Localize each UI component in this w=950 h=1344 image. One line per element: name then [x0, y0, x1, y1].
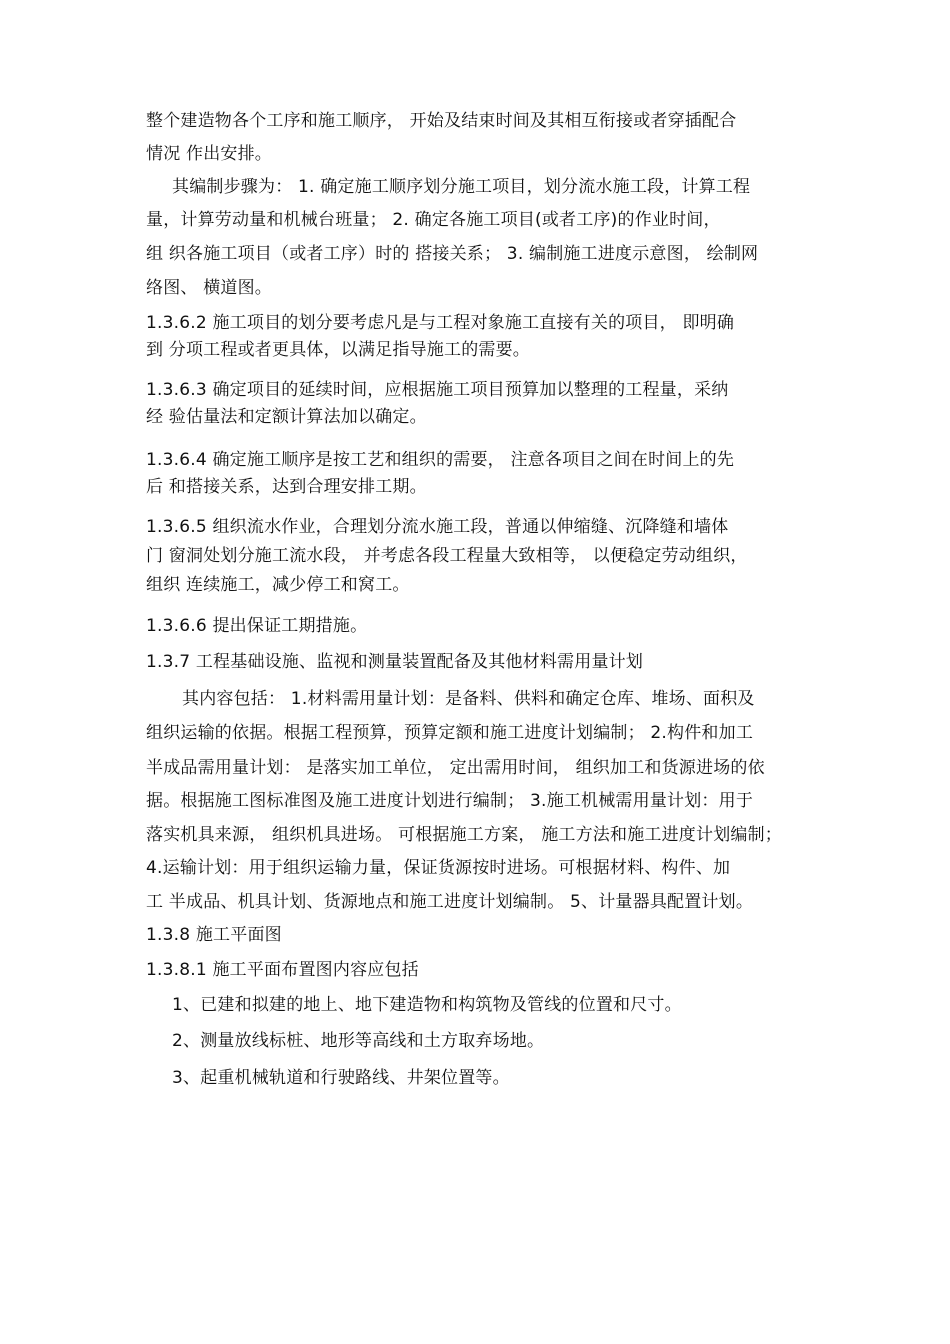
text-line: 工 半成品、机具计划、货源地点和施工进度计划编制。 5、计量器具配置计划。 [146, 892, 754, 912]
text-line: 落实机具来源， 组织机具进场。 可根据施工方案， 施工方法和施工进度计划编制； [146, 825, 783, 845]
section-heading-1-3-6-2: 1.3.6.2 施工项目的划分要考虑凡是与工程对象施工直接有关的项目， 即明确 [146, 313, 735, 333]
text-line: 半成品需用量计划： 是落实加工单位， 定出需用时间， 组织加工和货源进场的依 [146, 758, 765, 778]
text-line: 后 和搭接关系，达到合理安排工期。 [146, 477, 427, 497]
section-heading-1-3-8: 1.3.8 施工平面图 [146, 925, 282, 945]
section-heading-1-3-8-1: 1.3.8.1 施工平面布置图内容应包括 [146, 960, 419, 980]
section-heading-1-3-6-4: 1.3.6.4 确定施工顺序是按工艺和组织的需要， 注意各项目之间在时间上的先 [146, 450, 735, 470]
text-line: 其内容包括： 1.材料需用量计划：是备料、供料和确定仓库、堆场、面积及 [182, 689, 755, 709]
text-line: 4.运输计划：用于组织运输力量，保证货源按时进场。可根据材料、构件、加 [146, 858, 731, 878]
section-heading-1-3-6-5: 1.3.6.5 组织流水作业，合理划分流水施工段，普通以伸缩缝、沉降缝和墙体 [146, 517, 729, 537]
text-line: 据。根据施工图标准图及施工进度计划进行编制； 3.施工机械需用量计划：用于 [146, 791, 754, 811]
text-line: 组织运输的依据。根据工程预算，预算定额和施工进度计划编制； 2.构件和加工 [146, 723, 754, 743]
text-line: 经 验估量法和定额计算法加以确定。 [146, 407, 427, 427]
section-heading-1-3-6-3: 1.3.6.3 确定项目的延续时间，应根据施工项目预算加以整理的工程量，采纳 [146, 380, 729, 400]
text-line: 组织 连续施工，减少停工和窝工。 [146, 575, 410, 595]
text-line: 络图、 横道图。 [146, 278, 273, 298]
list-item: 2、测量放线标桩、地形等高线和土方取弃场地。 [172, 1031, 545, 1051]
section-heading-1-3-7: 1.3.7 工程基础设施、监视和测量装置配备及其他材料需用量计划 [146, 652, 644, 672]
text-line: 到 分项工程或者更具体，以满足指导施工的需要。 [146, 340, 531, 360]
text-line: 量，计算劳动量和机械台班量； 2. 确定各施工项目(或者工序)的作业时间， [146, 210, 721, 230]
text-line: 门 窗洞处划分施工流水段， 并考虑各段工程量大致相等， 以便稳定劳动组织， [146, 546, 748, 566]
list-item: 1、已建和拟建的地上、地下建造物和构筑物及管线的位置和尺寸。 [172, 995, 682, 1015]
list-item: 3、起重机械轨道和行驶路线、井架位置等。 [172, 1068, 510, 1088]
section-heading-1-3-6-6: 1.3.6.6 提出保证工期措施。 [146, 616, 368, 636]
text-line: 整个建造物各个工序和施工顺序， 开始及结束时间及其相互衔接或者穿插配合 [146, 111, 737, 131]
text-line: 组 织各施工项目（或者工序）时的 搭接关系； 3. 编制施工进度示意图， 绘制网 [146, 244, 759, 264]
text-line: 情况 作出安排。 [146, 144, 273, 164]
text-line: 其编制步骤为： 1. 确定施工顺序划分施工项目，划分流水施工段，计算工程 [172, 177, 751, 197]
